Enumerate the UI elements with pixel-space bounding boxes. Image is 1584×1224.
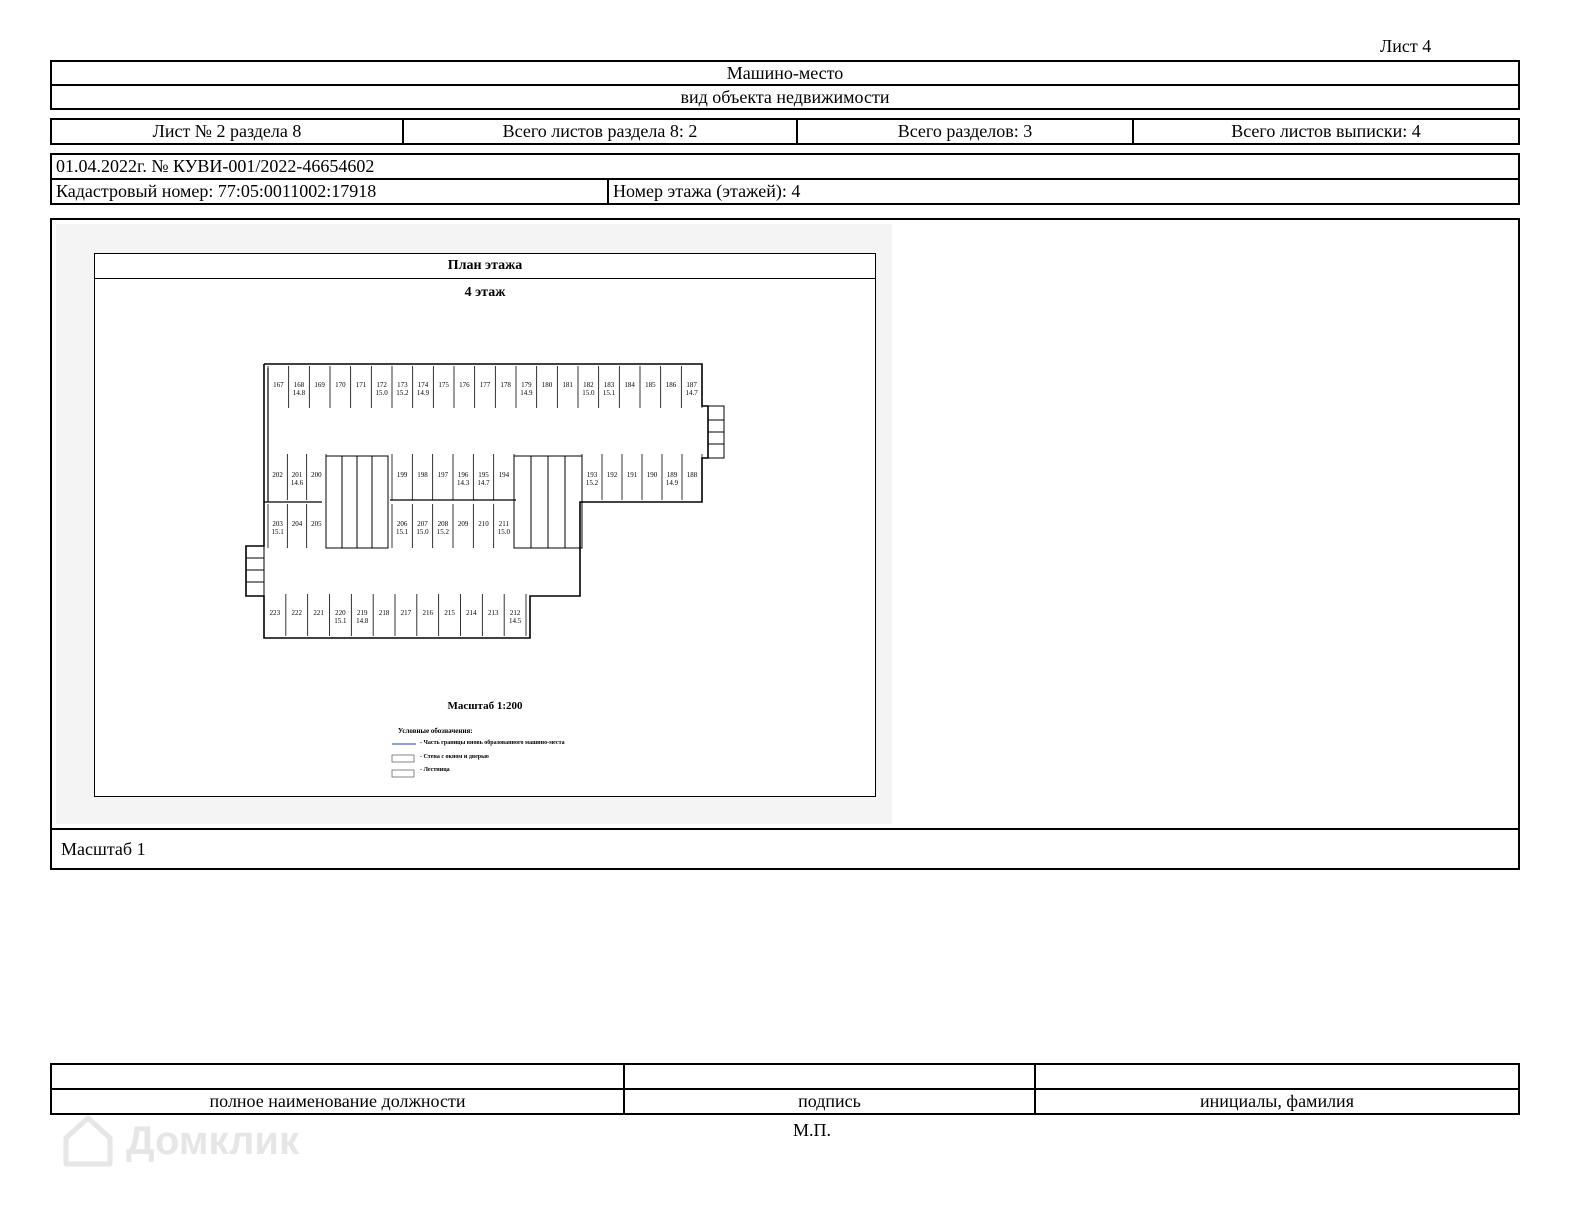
plan-scale: Масштаб 1:200: [447, 700, 523, 712]
space-number-203: 203: [272, 520, 283, 528]
space-number-205: 205: [311, 520, 322, 528]
total-sections: Всего разделов: 3: [796, 120, 1132, 143]
space-number-191: 191: [626, 471, 638, 479]
space-area-174: 14.9: [416, 389, 430, 397]
space-number-193: 193: [586, 471, 598, 479]
space-number-216: 216: [422, 609, 433, 617]
space-number-206: 206: [396, 520, 408, 528]
space-number-194: 194: [498, 471, 510, 479]
space-area-211: 15.0: [497, 528, 510, 536]
space-number-196: 196: [457, 471, 469, 479]
space-labels: [270, 381, 699, 625]
space-number-197: 197: [437, 471, 449, 479]
space-number-170: 170: [335, 381, 346, 389]
space-number-218: 218: [378, 609, 390, 617]
watermark: [60, 1112, 299, 1170]
watermark-text: Домклик: [126, 1118, 300, 1163]
space-number-178: 178: [500, 381, 511, 389]
floor-number: Номер этажа (этажей): 4: [607, 180, 1518, 203]
space-number-175: 175: [438, 381, 449, 389]
space-number-168: 168: [293, 381, 305, 389]
name-blank: [1034, 1065, 1518, 1088]
space-number-200: 200: [311, 471, 322, 479]
space-number-171: 171: [355, 381, 367, 389]
space-area-219: 14.8: [356, 617, 369, 625]
space-area-208: 15.2: [436, 528, 449, 536]
plan-floor: 4 этаж: [464, 285, 506, 300]
space-number-182: 182: [583, 381, 594, 389]
space-number-220: 220: [335, 609, 346, 617]
space-number-211: 211: [498, 520, 509, 528]
date-number: 01.04.2022г. № КУВИ-001/2022-46654602: [56, 156, 375, 176]
space-number-208: 208: [437, 520, 449, 528]
position-caption: полное наименование должности: [209, 1091, 466, 1111]
space-area-189: 14.9: [665, 479, 679, 487]
space-number-186: 186: [665, 381, 677, 389]
space-area-179: 14.9: [520, 389, 533, 397]
space-number-198: 198: [417, 471, 428, 479]
space-area-196: 14.3: [457, 479, 470, 487]
scale-note: Масштаб 1: [61, 838, 146, 859]
legend-title: Условные обозначения:: [398, 727, 473, 735]
space-number-180: 180: [541, 381, 553, 389]
signature-caption: подпись: [623, 1090, 1034, 1113]
legend-item-boundary: - Часть границы вновь образованного машино-места: [420, 740, 565, 746]
space-number-188: 188: [686, 471, 698, 479]
space-number-201: 201: [291, 471, 303, 479]
legend-item-stairs: - Лестница: [420, 767, 450, 773]
space-area-203: 15.1: [271, 528, 284, 536]
space-area-207: 15.0: [416, 528, 429, 536]
space-area-206: 15.1: [396, 528, 409, 536]
space-number-221: 221: [313, 609, 324, 617]
space-number-167: 167: [273, 381, 284, 389]
space-area-183: 15.1: [602, 389, 616, 397]
space-number-212: 212: [509, 609, 521, 617]
total-sheets-section: Всего листов раздела 8: 2: [402, 120, 796, 143]
space-area-173: 15.2: [396, 389, 409, 397]
space-number-195: 195: [478, 471, 489, 479]
space-number-187: 187: [686, 381, 697, 389]
space-number-172: 172: [376, 381, 387, 389]
position-blank: [52, 1065, 623, 1088]
total-sheets-extract: Всего листов выписки: 4: [1132, 120, 1518, 143]
space-number-223: 223: [269, 609, 281, 617]
space-dividers: [264, 366, 702, 636]
sheet-of-section: Лист № 2 раздела 8: [152, 121, 302, 141]
space-number-192: 192: [606, 471, 618, 479]
space-number-202: 202: [272, 471, 283, 479]
space-number-204: 204: [291, 520, 303, 528]
space-number-213: 213: [488, 609, 499, 617]
space-number-177: 177: [479, 381, 491, 389]
space-number-183: 183: [603, 381, 615, 389]
outer-walls: [246, 364, 708, 638]
signature-blank: [623, 1065, 1034, 1088]
space-number-215: 215: [444, 609, 455, 617]
object-type-caption: вид объекта недвижимости: [680, 86, 890, 107]
plan-title: План этажа: [94, 253, 876, 279]
space-area-172: 15.0: [375, 389, 388, 397]
space-number-217: 217: [400, 609, 412, 617]
space-number-181: 181: [562, 381, 573, 389]
sheet-number: Лист 4: [1380, 36, 1432, 56]
space-area-168: 14.8: [292, 389, 306, 397]
space-number-199: 199: [396, 471, 408, 479]
space-number-210: 210: [478, 520, 489, 528]
space-area-193: 15.2: [585, 479, 599, 487]
space-area-195: 14.7: [477, 479, 490, 487]
space-number-209: 209: [457, 520, 469, 528]
space-number-173: 173: [397, 381, 408, 389]
space-number-176: 176: [459, 381, 470, 389]
space-number-189: 189: [666, 471, 678, 479]
signature-blank-row: [50, 1063, 1520, 1090]
space-number-174: 174: [417, 381, 429, 389]
signature-caption-row: [50, 1088, 1520, 1115]
space-area-220: 15.1: [334, 617, 347, 625]
space-area-201: 14.6: [290, 479, 304, 487]
space-area-187: 14.7: [685, 389, 698, 397]
space-number-222: 222: [291, 609, 302, 617]
space-number-207: 207: [417, 520, 428, 528]
ramps: [246, 406, 724, 596]
space-number-190: 190: [646, 471, 658, 479]
space-number-214: 214: [466, 609, 477, 617]
space-number-169: 169: [314, 381, 325, 389]
space-number-184: 184: [624, 381, 635, 389]
scale-note-row: [50, 828, 1520, 870]
name-caption: инициалы, фамилия: [1034, 1090, 1518, 1113]
object-name: Машино-место: [726, 62, 844, 83]
house-icon: [60, 1112, 116, 1170]
space-area-212: 14.5: [508, 617, 522, 625]
legend-item-wall: - Стена с окном и дверью: [420, 754, 489, 760]
space-number-179: 179: [521, 381, 532, 389]
legend-symbols: [390, 740, 420, 780]
stamp-caption: М.П.: [792, 1120, 831, 1140]
space-number-219: 219: [357, 609, 368, 617]
space-area-182: 15.0: [582, 389, 595, 397]
space-number-185: 185: [645, 381, 656, 389]
cadastral-number: Кадастровый номер: 77:05:0011002:17918: [56, 181, 377, 201]
